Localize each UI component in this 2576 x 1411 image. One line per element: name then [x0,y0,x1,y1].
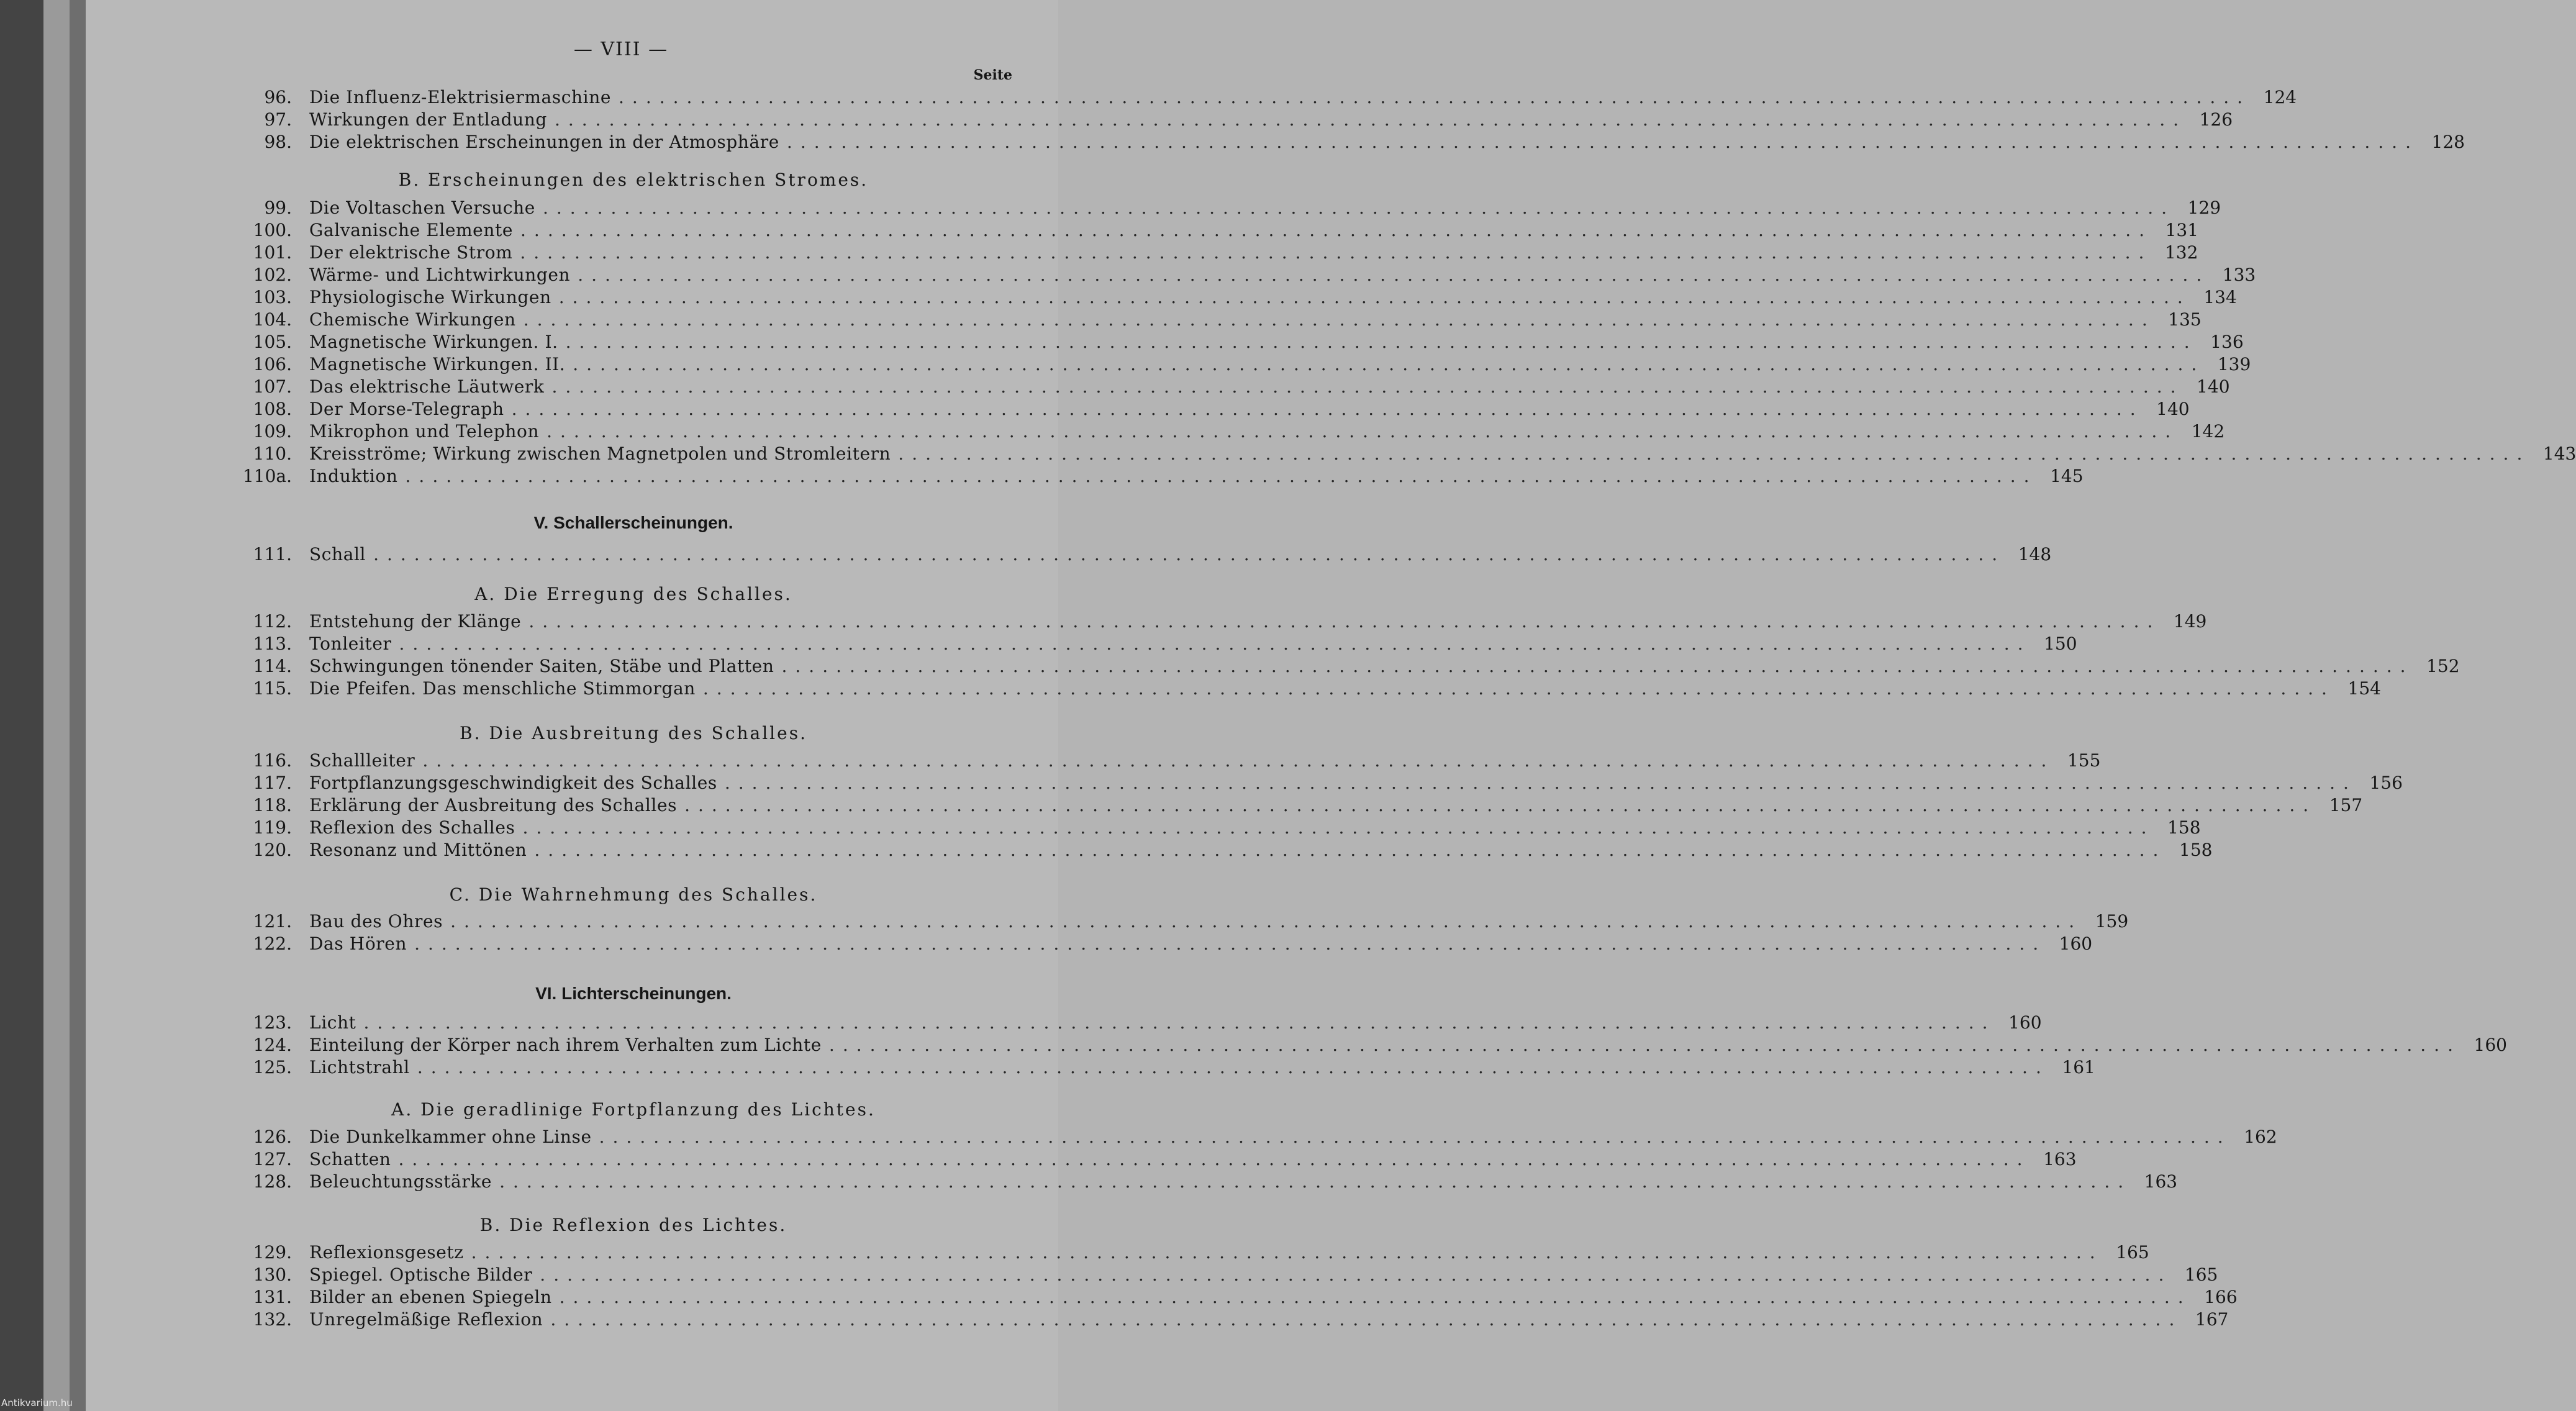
watermark: Antikvarium.hu [1,1397,73,1409]
entry-title: Beleuchtungsstärke [309,1171,492,1192]
entry-page-number: 140 [2156,399,2190,419]
toc-entry [236,354,2251,376]
entry-page-number: 158 [2179,840,2213,860]
entry-number: 128. [253,1171,292,1192]
toc-entry [236,1057,2095,1079]
dot-leader: ........................................................................................................................ [546,421,2179,442]
entry-title: Das elektrische Läutwerk [309,376,545,397]
entry-number: 121. [253,911,292,932]
subsection-heading: B. Die Reflexion des Lichtes. [479,1215,787,1235]
toc-entry [236,1309,2229,1332]
dot-leader: ........................................................................................................................ [542,197,2175,218]
toc-entry [236,633,2077,656]
toc-entry [236,287,2237,309]
entry-number: 117. [253,773,292,793]
toc-entry [236,109,2233,132]
entry-number: 118. [253,795,292,815]
entry-number: 103. [253,287,292,307]
dot-leader: ........................................................................................................................ [599,1127,2231,1147]
toc-entry [236,611,2207,633]
entry-number: 119. [253,817,292,838]
dot-leader: ........................................................................................................................ [619,87,2251,107]
toc-entry [236,1264,2218,1287]
entry-title: Einteilung der Körper nach ihrem Verhalten zum Lichte [309,1035,822,1055]
toc-entry [236,309,2202,332]
entry-number: 125. [253,1057,292,1078]
dot-leader: ........................................................................................................................ [786,132,2419,152]
entry-number: 101. [253,242,292,263]
toc-entry [236,332,2244,354]
subsection-heading: A. Die Erregung des Schalles. [474,584,792,604]
toc-entry [236,1127,2277,1149]
entry-title: Schwingungen tönender Saiten, Stäbe und Platten [309,656,774,676]
entry-page-number: 163 [2043,1149,2077,1169]
entry-page-number: 154 [2347,678,2381,699]
entry-title: Unregelmäßige Reflexion [309,1309,543,1330]
entry-page-number: 157 [2329,795,2363,815]
entry-number: 122. [253,933,292,954]
dot-leader: ........................................................................................................................ [373,544,2006,565]
entry-page-number: 143 [2542,443,2576,464]
entry-number: 132. [253,1309,292,1330]
toc-entry [236,220,2199,242]
entry-page-number: 140 [2197,376,2230,397]
entry-number: 104. [253,309,292,330]
toc-entry [236,750,2101,773]
toc-entry [236,1242,2149,1264]
dot-leader: ........................................................................................................................ [523,309,2156,330]
toc-entry [236,656,2460,678]
entry-title: Reflexionsgesetz [309,1242,464,1263]
entry-page-number: 139 [2217,354,2251,374]
entry-title: Tonleiter [309,633,392,654]
entry-page-number: 134 [2203,287,2237,307]
toc-entry [236,466,2084,488]
entry-title: Erklärung der Ausbreitung des Schalles [309,795,678,815]
entry-page-number: 149 [2173,611,2207,632]
entry-page-number: 158 [2167,817,2201,838]
page-edge [70,0,86,1411]
entry-page-number: 160 [2008,1012,2042,1033]
toc-entry [236,933,2093,956]
dot-leader: ........................................................................................................................ [540,1264,2172,1285]
entry-title: Resonanz und Mittönen [309,840,527,860]
entry-page-number: 167 [2195,1309,2229,1330]
subsection-heading: C. Die Wahrnehmung des Schalles. [449,884,818,905]
section-heading: VI. Lichterscheinungen. [535,984,732,1003]
entry-title: Bilder an ebenen Spiegeln [309,1287,552,1307]
entry-number: 124. [253,1035,292,1055]
entry-title: Der elektrische Strom [309,242,513,263]
entry-title: Galvanische Elemente [309,220,514,240]
entry-page-number: 132 [2164,242,2198,263]
entry-number: 127. [253,1149,292,1169]
subsection-heading: B. Erscheinungen des elektrischen Stromes. [398,170,869,190]
toc-entry [236,1287,2238,1309]
dot-leader: ........................................................................................................................ [450,911,2083,932]
entry-page-number: 160 [2474,1035,2507,1055]
entry-number: 112. [253,611,292,632]
entry-title: Die Dunkelkammer ohne Linse [309,1127,592,1147]
entry-page-number: 165 [2184,1264,2218,1285]
toc-entry [236,1035,2507,1057]
entry-number: 123. [253,1012,292,1033]
dot-leader: ........................................................................................................................ [828,1035,2461,1055]
entry-title: Das Hören [309,933,407,954]
dot-leader: ........................................................................................................................ [781,656,2414,676]
entry-number: 96. [264,87,292,107]
entry-page-number: 124 [2263,87,2297,107]
toc-entry [236,265,2256,287]
entry-page-number: 131 [2165,220,2199,240]
section-heading: V. Schallerscheinungen. [533,513,733,532]
entry-title: Die elektrischen Erscheinungen in der Atmosphäre [309,132,779,152]
entry-page-number: 155 [2067,750,2101,771]
entry-title: Wirkungen der Entladung [309,109,547,130]
dot-leader: ........................................................................................................................ [511,399,2144,419]
entry-title: Magnetische Wirkungen. I. [309,332,558,352]
entry-page-number: 160 [2059,933,2093,954]
entry-number: 105. [253,332,292,352]
entry-number: 97. [264,109,292,130]
entry-page-number: 135 [2168,309,2202,330]
entry-title: Entstehung der Klänge [309,611,522,632]
toc-entry [236,242,2198,265]
dot-leader: ........................................................................................................................ [363,1012,1996,1033]
entry-number: 120. [253,840,292,860]
entry-number: 110. [253,443,292,464]
entry-page-number: 150 [2044,633,2077,654]
dot-leader: ........................................................................................................................ [550,1309,2183,1330]
entry-title: Schall [309,544,366,565]
entry-page-number: 165 [2116,1242,2149,1263]
entry-title: Licht [309,1012,356,1033]
entry-page-number: 162 [2244,1127,2277,1147]
entry-number: 108. [253,399,292,419]
dot-leader: ........................................................................................................................ [702,678,2335,699]
entry-number: 99. [264,197,292,218]
dot-leader: ........................................................................................................................ [471,1242,2103,1263]
dot-leader: ........................................................................................................................ [559,1287,2192,1307]
entry-title: Mikrophon und Telephon [309,421,540,442]
seite-column-label: Seite [973,67,1012,83]
entry-title: Kreisströme; Wirkung zwischen Magnetpolen und Stromleitern [309,443,891,464]
dot-leader: ........................................................................................................................ [534,840,2167,860]
entry-title: Induktion [309,466,398,486]
toc-entry [236,421,2225,443]
dot-leader: ........................................................................................................................ [724,773,2357,793]
entry-page-number: 126 [2199,109,2233,130]
entry-title: Bau des Ohres [309,911,443,932]
entry-title: Physiologische Wirkungen [309,287,551,307]
entry-number: 116. [253,750,292,771]
dot-leader: ........................................................................................................................ [528,611,2161,632]
toc-entry [236,795,2363,817]
entry-number: 109. [253,421,292,442]
dot-leader: ........................................................................................................................ [573,354,2205,374]
entry-number: 115. [253,678,292,699]
entry-number: 131. [253,1287,292,1307]
entry-page-number: 156 [2369,773,2403,793]
entry-page-number: 142 [2191,421,2225,442]
page-number: — VIII — [573,39,669,60]
dot-leader: ........................................................................................................................ [522,817,2155,838]
dot-leader: ........................................................................................................................ [520,242,2152,263]
subsection-heading: B. Die Ausbreitung des Schalles. [460,723,807,743]
dot-leader: ........................................................................................................................ [578,265,2210,285]
dot-leader: ........................................................................................................................ [551,376,2184,397]
entry-page-number: 163 [2144,1171,2178,1192]
dot-leader: ........................................................................................................................ [414,933,2047,954]
entry-page-number: 129 [2187,197,2221,218]
entry-title: Wärme- und Lichtwirkungen [309,265,571,285]
entry-page-number: 148 [2018,544,2052,565]
entry-title: Magnetische Wirkungen. II. [309,354,566,374]
toc-entry [236,399,2190,421]
entry-number: 113. [253,633,292,654]
toc-entry [236,376,2230,399]
entry-number: 126. [253,1127,292,1147]
dot-leader: ........................................................................................................................ [554,109,2187,130]
entry-page-number: 128 [2431,132,2465,152]
entry-title: Fortpflanzungsgeschwindigkeit des Schalles [309,773,717,793]
toc-entry [236,1012,2042,1035]
toc-entry [236,840,2213,862]
entry-page-number: 159 [2095,911,2129,932]
entry-number: 110a. [242,466,292,486]
entry-number: 114. [253,656,292,676]
entry-number: 111. [253,544,292,565]
toc-entry [236,443,2576,466]
entry-title: Der Morse-Telegraph [309,399,504,419]
toc-entry [236,544,2052,566]
book-spine [0,0,43,1411]
entry-number: 98. [264,132,292,152]
entry-number: 129. [253,1242,292,1263]
toc-entry [236,911,2129,933]
entry-page-number: 152 [2426,656,2460,676]
entry-title: Schatten [309,1149,391,1169]
toc-entry [236,1171,2178,1194]
entry-number: 100. [253,220,292,240]
entry-page-number: 161 [2062,1057,2095,1078]
dot-leader: ........................................................................................................................ [684,795,2317,815]
dot-leader: ........................................................................................................................ [405,466,2038,486]
dot-leader: ........................................................................................................................ [399,633,2031,654]
dot-leader: ........................................................................................................................ [417,1057,2049,1078]
dot-leader: ........................................................................................................................ [499,1171,2132,1192]
entry-page-number: 145 [2050,466,2084,486]
toc-entry [236,197,2221,220]
entry-title: Die Voltaschen Versuche [309,197,535,218]
entry-title: Reflexion des Schalles [309,817,515,838]
entry-title: Lichtstrahl [309,1057,410,1078]
dot-leader: ........................................................................................................................ [398,1149,2031,1169]
toc-entry [236,1149,2077,1171]
entry-title: Spiegel. Optische Bilder [309,1264,533,1285]
dot-leader: ........................................................................................................................ [898,443,2531,464]
entry-title: Schallleiter [309,750,415,771]
spine-gutter [43,0,70,1411]
entry-number: 102. [253,265,292,285]
entry-number: 107. [253,376,292,397]
entry-page-number: 133 [2222,265,2256,285]
toc-entry [236,678,2381,701]
entry-page-number: 166 [2204,1287,2238,1307]
toc-entry [236,817,2201,840]
entry-title: Chemische Wirkungen [309,309,516,330]
dot-leader: ........................................................................................................................ [520,220,2153,240]
dot-leader: ........................................................................................................................ [565,332,2198,352]
entry-title: Die Influenz-Elektrisiermaschine [309,87,612,107]
toc-entry [236,132,2465,154]
toc-entry [236,773,2403,795]
dot-leader: ........................................................................................................................ [422,750,2055,771]
entry-number: 106. [253,354,292,374]
entry-title: Die Pfeifen. Das menschliche Stimmorgan [309,678,696,699]
dot-leader: ........................................................................................................................ [558,287,2191,307]
entry-number: 130. [253,1264,292,1285]
entry-page-number: 136 [2210,332,2244,352]
subsection-heading: A. Die geradlinige Fortpflanzung des Lichtes. [391,1099,876,1120]
toc-entry [236,87,2297,109]
